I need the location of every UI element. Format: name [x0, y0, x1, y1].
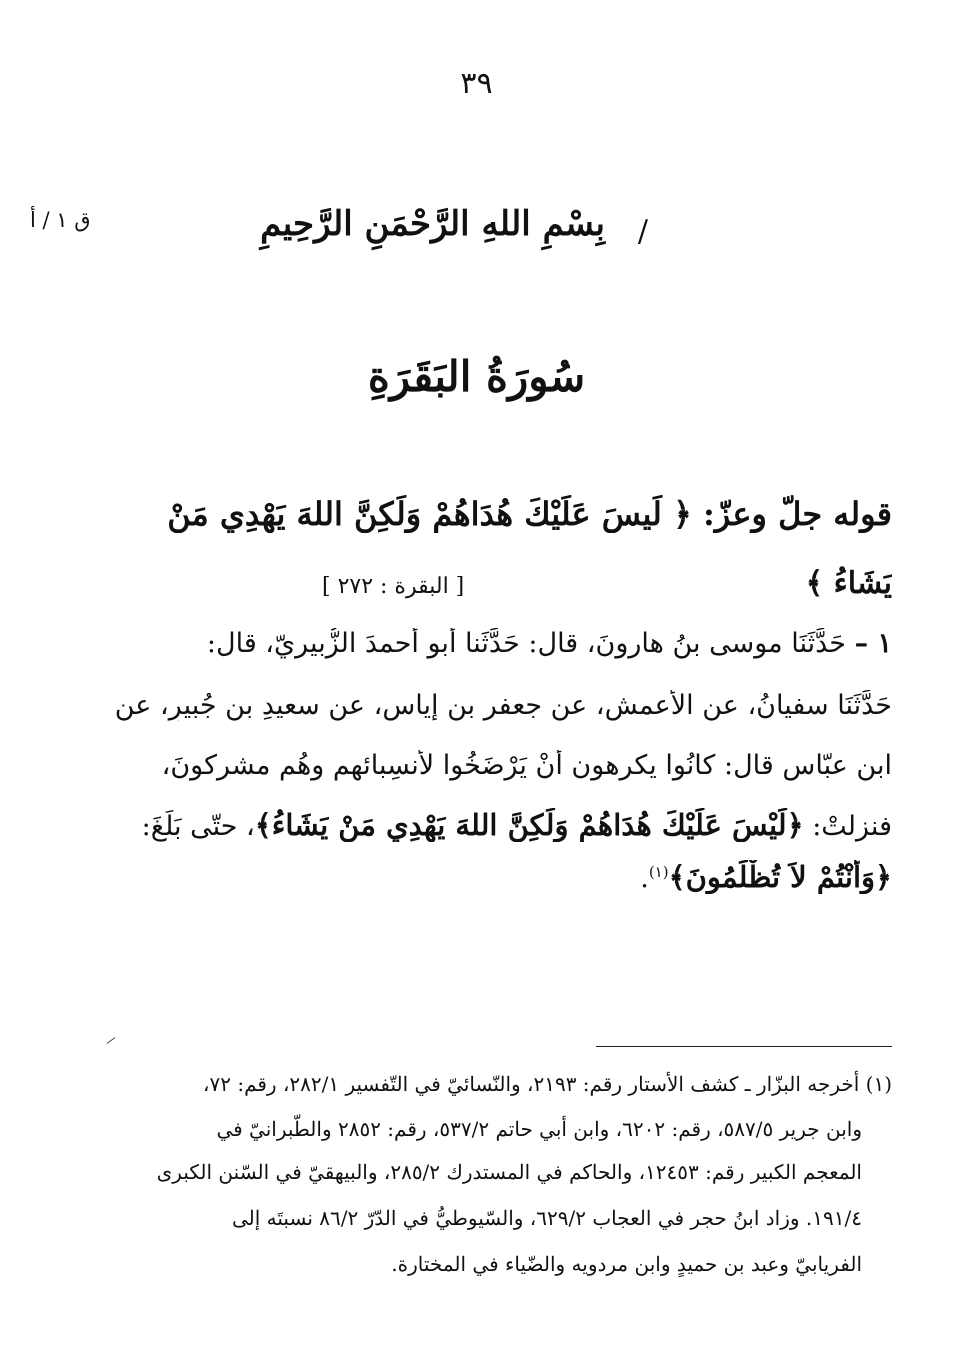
footnote-line-1: (١) أخرجه البزّار ـ كشف الأستار رقم: ٢١٩٣، والنّسائيّ في التّفسير ٢٨٢/١، رقم: ٧٢، [203, 1072, 892, 1096]
verse-reference: [ البقرة : ٢٧٢ ] [322, 574, 465, 599]
narration-line-5 [62, 860, 892, 894]
verse-intro-line-2 [62, 566, 892, 616]
page-number: ٣٩ [460, 66, 493, 101]
surah-title: سُورَةُ البَقَرَةِ [367, 352, 586, 401]
quran-quote: ﴿لَيْسَ عَلَيْكَ هُدَاهُمْ وَلَكِنَّ اللهَ يَهْدِي مَنْ يَشَاءُ﴾ [254, 808, 804, 842]
narration-line-2: حَدَّثَنَا سفيانُ، عن الأعمشِ، عن جعفرِ بنِ إياسٍ، عن سعيدِ بن جُبيرٍ، عن [114, 690, 892, 721]
basmala-calligraphy: بِسْمِ اللهِ الرَّحْمَنِ الرَّحِيمِ [260, 204, 605, 244]
narration-line-4-end: ، حتّى بَلَغَ: [141, 811, 255, 842]
verse-ending: يَشَاءُ ﴾ [805, 566, 892, 601]
footnote-marker: (١) [648, 863, 669, 881]
narration-line-4-start: فنزلتْ: [812, 811, 892, 842]
narration-line-4 [62, 808, 892, 842]
footnote-line-2: وابن جرير ٥٨٧/٥، رقم: ٦٢٠٢، وابن أبي حاتم ٥٣٧/٢، رقم: ٢٨٥٢ والطّبرانيّ في [216, 1117, 862, 1141]
margin-tick-mark [107, 1037, 116, 1044]
basmala-row [260, 186, 660, 276]
verse-intro-line-1: قوله جلّ وعزّ: ﴿ لَيسَ عَلَيْكَ هُدَاهُمْ وَلَكِنَّ اللهَ يَهْدِي مَنْ [167, 495, 892, 533]
narration-line-3: ابنِ عبّاسٍ قال: كانُوا يكرهون أنْ يَرْضَخُوا لأنسِبائهم وهُم مشركونَ، [161, 750, 892, 781]
footnote-line-4: ١٩١/٤. وزاد ابنُ حجر في العجاب ٦٢٩/٢، والسّيوطيُّ في الدّرّ ٨٦/٢ نسبتَه إلى [232, 1206, 862, 1230]
quran-quote-ending: ﴿وَأَنْتُمْ لاَ تُظْلَمُونَ﴾ [668, 860, 892, 894]
narration-line-1 [62, 628, 892, 659]
narration-line-1-text: حَدَّثَنَا موسى بنُ هارونَ، قال: حَدَّثَنا أبو أحمدَ الزُّبيريّ، قال: [206, 628, 846, 659]
narration-number: ١ – [854, 628, 892, 659]
footnote-line-5: الفريابيّ وعبد بن حميدٍ وابن مردويه والضّياء في المختارة. [391, 1252, 862, 1276]
footnote-divider [596, 1046, 892, 1047]
folio-break-slash: / [637, 214, 648, 249]
footnote-line-3: المعجم الكبير رقم: ١٢٤٥٣، والحاكم في المستدرك ٢٨٥/٢، والبيهقيّ في السّنن الكبرى [156, 1160, 862, 1184]
manuscript-folio-reference: ق ١ / أ [30, 208, 91, 232]
narration-line-5-end: . [640, 863, 649, 894]
